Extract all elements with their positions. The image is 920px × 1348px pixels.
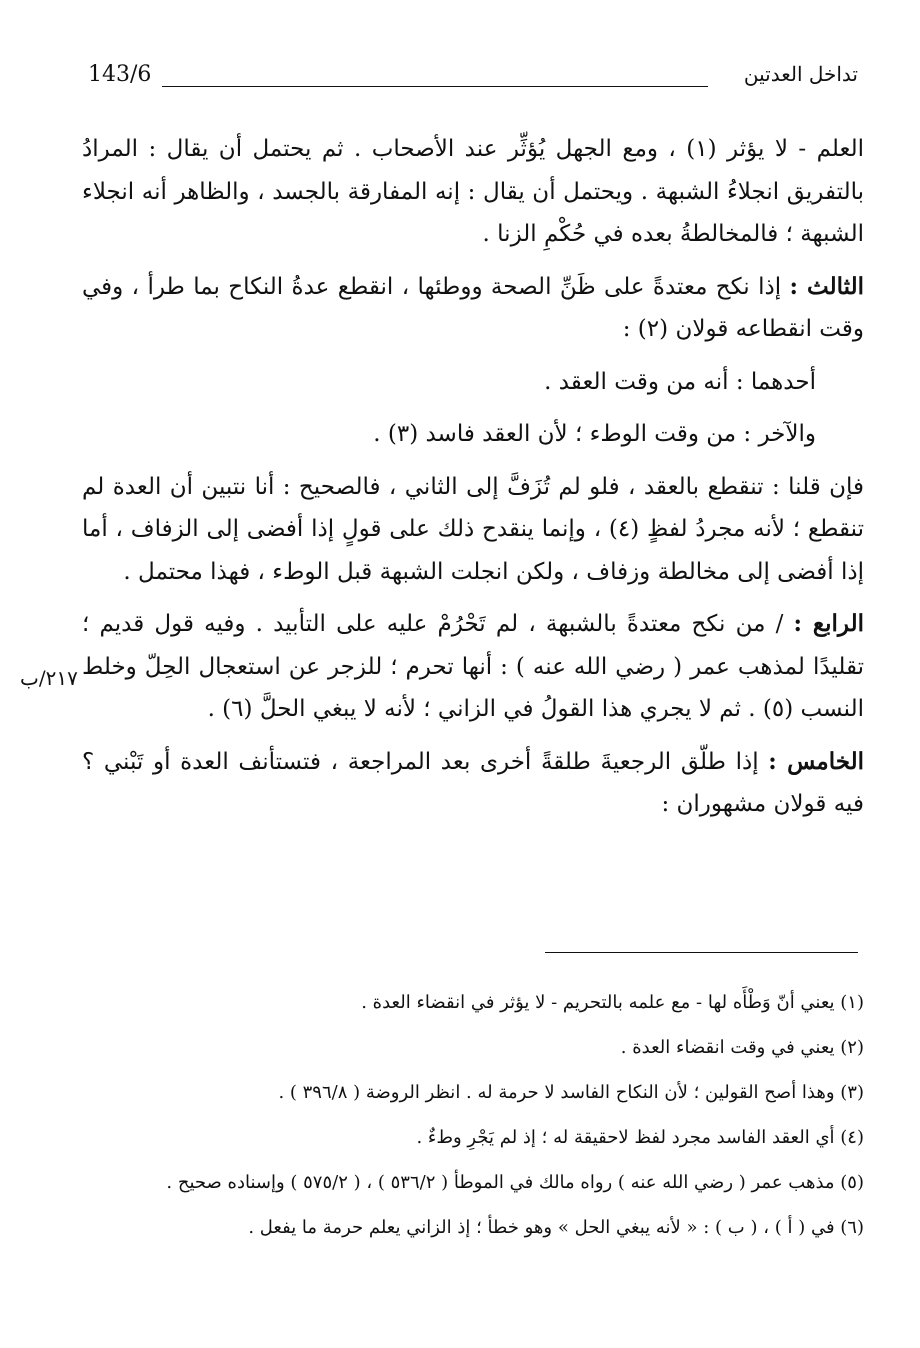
header-rule xyxy=(162,86,708,87)
footnote: (٦) في ( أ ) ، ( ب ) : « لأنه يبغي الحل » وهو خطأ ؛ إذ الزاني يعلم حرمة ما يفعل . xyxy=(248,1217,864,1238)
paragraph-continuation xyxy=(82,128,864,256)
paragraph-discussion xyxy=(82,466,864,594)
paragraph-text: / من نكح معتدةً بالشبهة ، لم تَحْرُمْ عليه على التأبيد . وفيه قول قديم ؛ تقليدًا لمذهب عمر ( رضي الله عنه ) : أنها تحرم ؛ للزجر عن استعجال الحِلّ وخلط النسب (٥) . ثم لا يجري هذا القولُ في الزاني ؛ لأنه لا يبغي الحلَّ (٦) . xyxy=(82,611,864,722)
footnote: (٣) وهذا أصح القولين ؛ لأن النكاح الفاسد لا حرمة له . انظر الروضة ( ٣٩٦/٨ ) . xyxy=(278,1082,864,1103)
footnote: (٤) أي العقد الفاسد مجرد لفظ لاحقيقة له ؛ إذ لم يَجْرِ وطءٌ . xyxy=(416,1127,864,1148)
manuscript-folio-note: ٢١٧/ب xyxy=(20,666,78,690)
section-label: الخامس : xyxy=(768,747,864,775)
running-header xyxy=(88,62,858,92)
footnote-separator xyxy=(545,952,858,953)
paragraph-text: فإن قلنا : تنقطع بالعقد ، فلو لم تُزَفَّ إلى الثاني ، فالصحيح : أنا نتبين أن العدة لم تنقطع ؛ لأنه مجردُ لفظٍ (٤) ، وإنما ينقدح ذلك على قولٍ إذا أفضى إلى الزفاف ، أما إذا أفضى إلى مخالطة وزفاف ، ولكن انجلت الشبهة قبل الوطء ، فهذا محتمل . xyxy=(82,473,864,585)
paragraph-text: أحدهما : أنه من وقت العقد . xyxy=(544,368,816,395)
paragraph-second-view xyxy=(82,413,864,456)
paragraph-first-view xyxy=(82,361,864,404)
footnote: (١) يعني أنّ وَطْأَه لها - مع علمه بالتحريم - لا يؤثر في انقضاء العدة . xyxy=(361,992,864,1013)
section-label: الثالث : xyxy=(789,272,864,300)
main-text xyxy=(82,128,864,836)
paragraph-fifth xyxy=(82,741,864,826)
paragraph-fourth xyxy=(82,603,864,731)
paragraph-text: إذا نكح معتدةً على ظَنِّ الصحة ووطئها ، انقطع عدةُ النكاح بما طرأ ، وفي وقت انقطاعه قولان (٢) : xyxy=(82,273,864,342)
paragraph-text: العلم - لا يؤثر (١) ، ومع الجهل يُؤثِّر عند الأصحاب . ثم يحتمل أن يقال : المرادُ بالتفريق انجلاءُ الشبهة . ويحتمل أن يقال : إنه المفارقة بالجسد ، والظاهر أنه انجلاء الشبهة ؛ فالمخالطةُ بعده في حُكْمِ الزنا . xyxy=(82,136,864,247)
footnotes xyxy=(82,980,864,1250)
paragraph-text: إذا طلّق الرجعيةَ طلقةً أخرى بعد المراجعة ، فتستأنف العدة أو تَبْني ؟ فيه قولان مشهوران : xyxy=(82,748,864,817)
section-label: الرابع : xyxy=(793,610,864,637)
footnote: (٢) يعني في وقت انقضاء العدة . xyxy=(620,1037,864,1058)
paragraph-text: والآخر : من وقت الوطء ؛ لأن العقد فاسد (٣) . xyxy=(373,421,816,447)
footnote: (٥) مذهب عمر ( رضي الله عنه ) رواه مالك في الموطأ ( ٥٣٦/٢ ) ، ( ٥٧٥/٢ ) وإسناده صحيح . xyxy=(166,1172,864,1193)
page-number: 143/6 xyxy=(88,62,152,87)
paragraph-third xyxy=(82,266,864,351)
running-title: تداخل العدتين xyxy=(743,62,858,86)
